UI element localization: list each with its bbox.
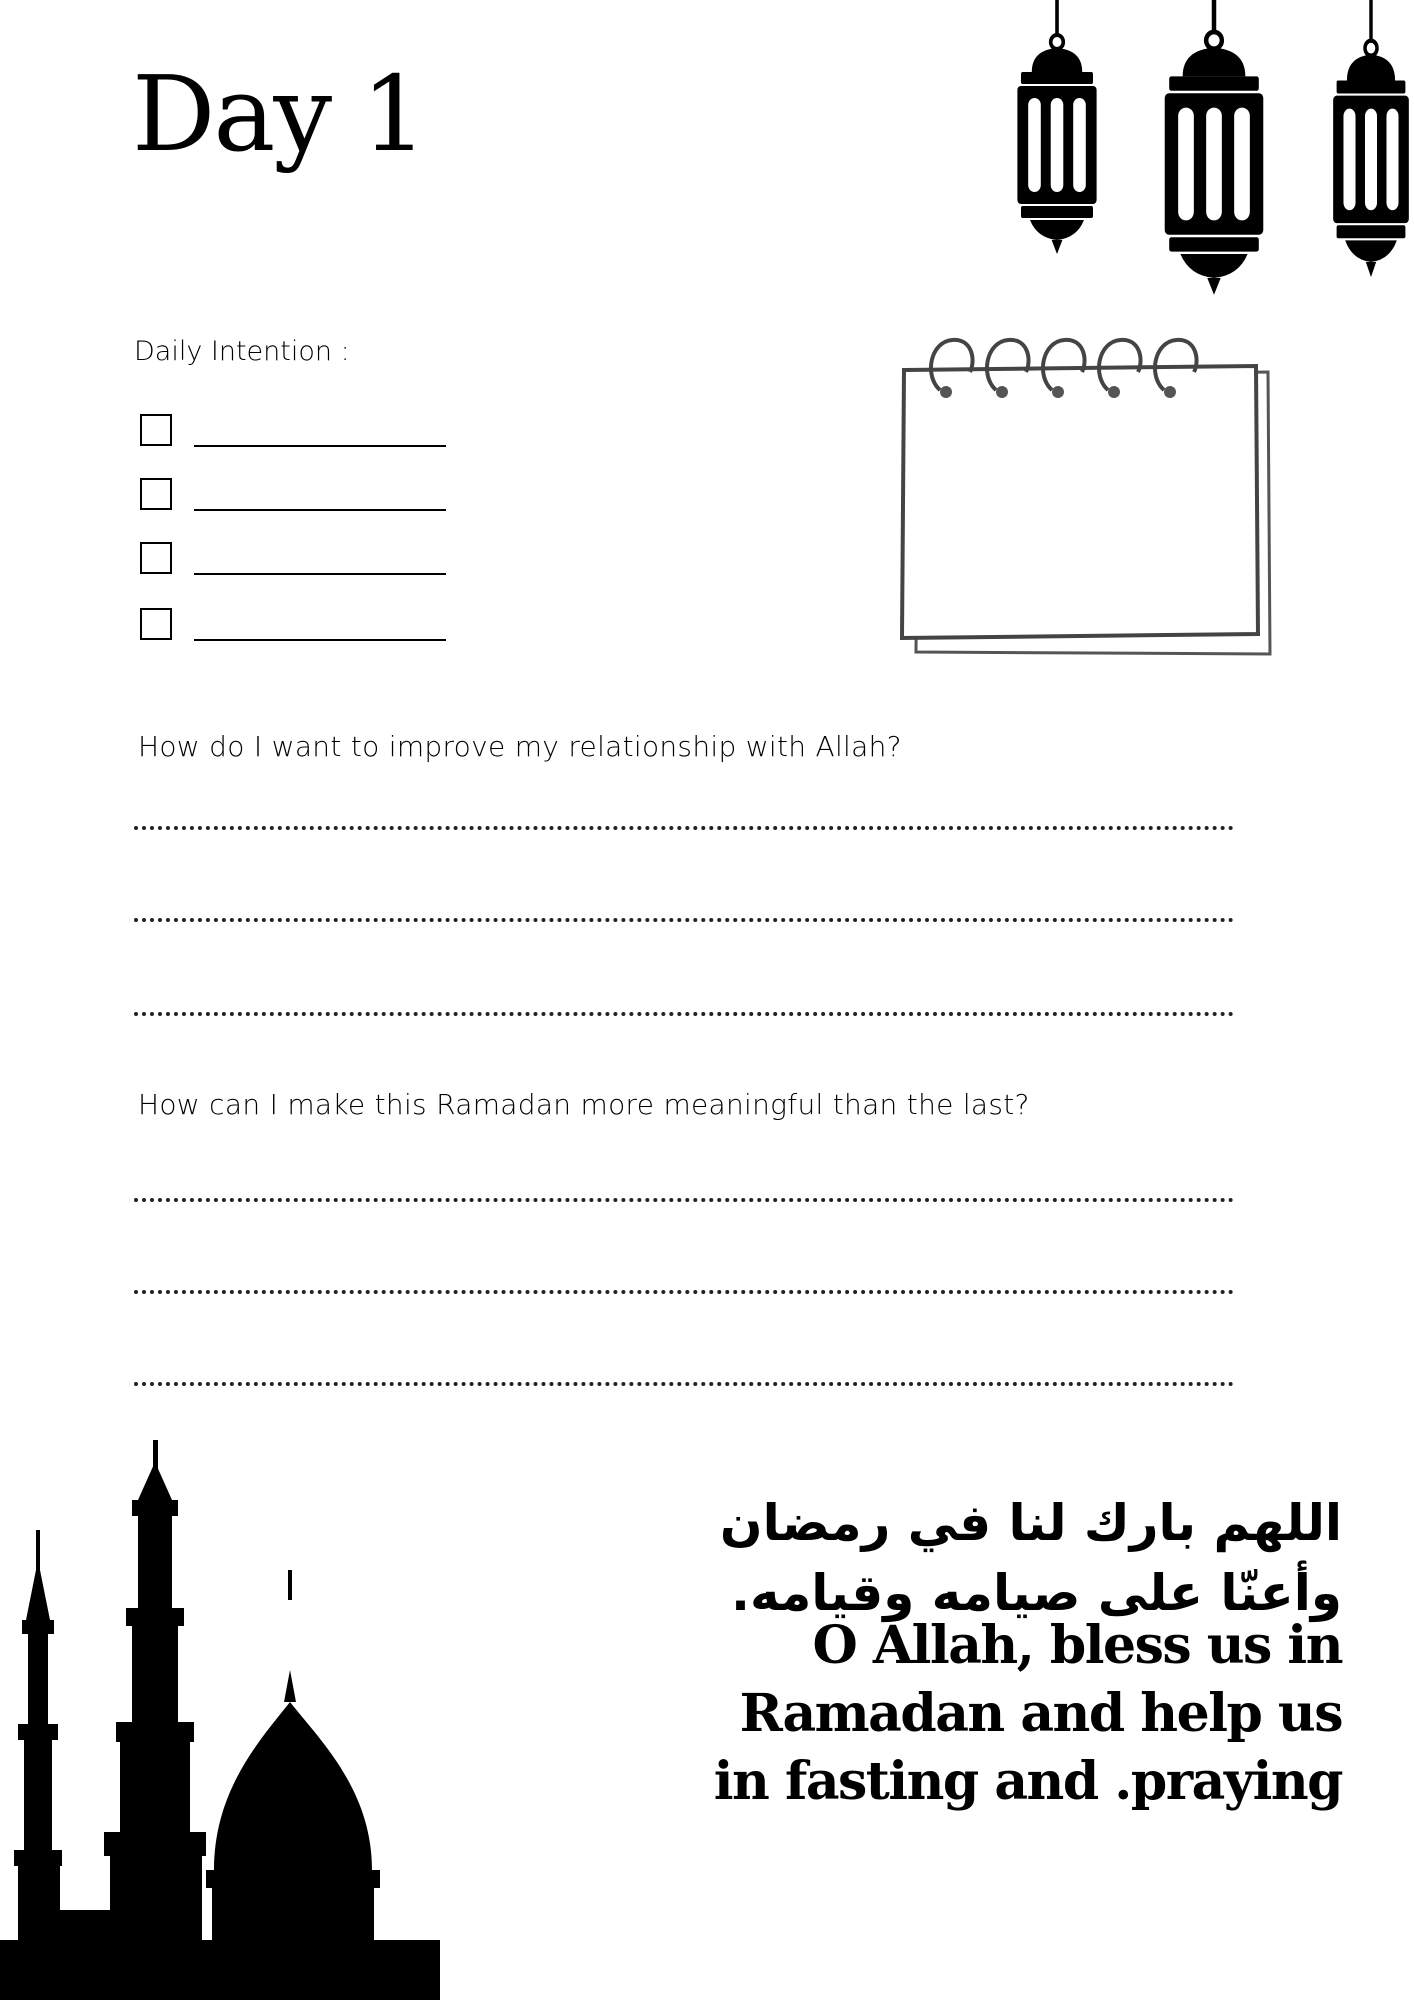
mosque-silhouette-icon: [0, 1440, 460, 2000]
intention-write-line[interactable]: [194, 445, 446, 447]
answer-line[interactable]: [134, 1382, 1234, 1386]
answer-line[interactable]: [134, 1290, 1234, 1294]
intention-write-line[interactable]: [194, 509, 446, 511]
lantern-icon: [1017, 0, 1096, 254]
intention-item: [140, 414, 470, 454]
intention-checkbox[interactable]: [140, 542, 172, 574]
spiral-notepad-icon[interactable]: [896, 330, 1276, 660]
dua-arabic-line-2: وأعنّا على صيامه وقيامه.: [731, 1564, 1342, 1622]
daily-intention-label: Daily Intention :: [134, 336, 350, 367]
intention-item: [140, 608, 470, 648]
intention-item: [140, 478, 470, 518]
intention-checkbox[interactable]: [140, 608, 172, 640]
dua-arabic: [702, 1488, 1342, 1628]
dua-arabic-line-1: اللهم بارك لنا في رمضان: [719, 1494, 1342, 1552]
intention-checkbox[interactable]: [140, 414, 172, 446]
intention-write-line[interactable]: [194, 639, 446, 641]
lantern-icon: [1333, 0, 1409, 277]
dua-english: O Allah, bless us in Ramadan and help us in fasting and .praying: [713, 1615, 1342, 1812]
page-title: Day 1: [132, 53, 426, 175]
intention-item: [140, 542, 470, 582]
answer-line[interactable]: [134, 918, 1234, 922]
lantern-icon: [1165, 0, 1264, 295]
intention-write-line[interactable]: [194, 573, 446, 575]
question-1: How do I want to improve my relationship with Allah?: [138, 730, 902, 763]
answer-line[interactable]: [134, 826, 1234, 830]
question-2: How can I make this Ramadan more meaningful than the last?: [138, 1088, 1030, 1121]
intention-checkbox[interactable]: [140, 478, 172, 510]
answer-line[interactable]: [134, 1012, 1234, 1016]
answer-line[interactable]: [134, 1198, 1234, 1202]
lanterns-decoration: [990, 0, 1414, 320]
